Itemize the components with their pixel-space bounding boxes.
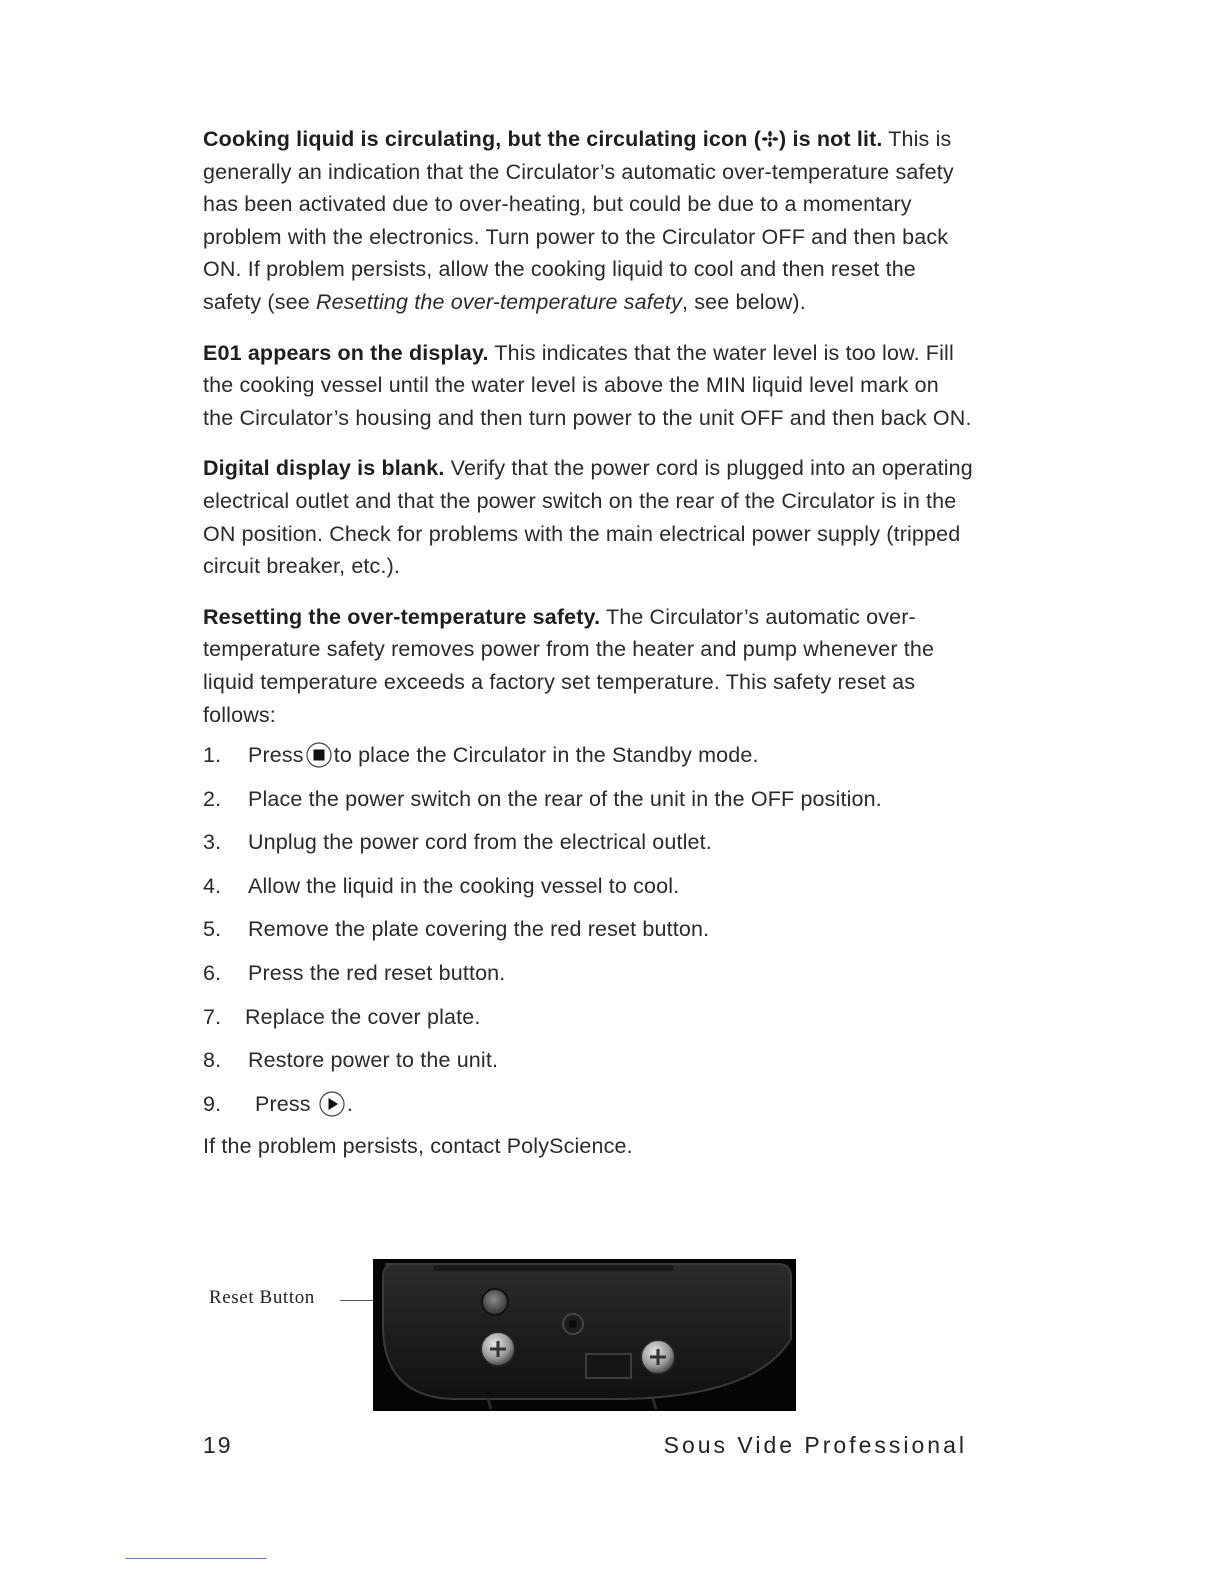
- section-display-blank: [203, 452, 973, 582]
- section-circulating-icon: [203, 123, 973, 319]
- list-item: 4. Allow the liquid in the cooking vessel to cool.: [203, 873, 680, 898]
- section-body: The Circulator’s automatic over-temperature safety removes power from the heater and pump whenever the liquid temperature exceeds a factory set temperature. This safety reset as follows:: [203, 604, 935, 727]
- fan-icon: [761, 130, 779, 148]
- section-body-end: , see below).: [682, 289, 806, 314]
- stop-icon: [306, 742, 332, 768]
- section-e01: [203, 337, 973, 435]
- manual-page: [203, 123, 973, 1163]
- section-body: Verify that the power cord is plugged into an operating electrical outlet and that the power switch on the rear of the Circulator is in the ON position. Check for problems with the main electrical power supply (tripped circuit breaker, etc.).: [203, 456, 973, 579]
- section-heading: E01 appears on the display.: [203, 340, 489, 365]
- list-item: 3. Unplug the power cord from the electrical outlet.: [203, 830, 712, 855]
- section-body: This indicates that the water level is too low. Fill the cooking vessel until the water level is above the MIN liquid level mark on the Circulator’s housing and then turn power to the unit OFF and then back ON.: [203, 340, 972, 430]
- closing-note: If the problem persists, contact PolyScience.: [203, 1134, 633, 1159]
- footer-title: Sous Vide Professional: [663, 1432, 967, 1458]
- reset-button-photo: [373, 1259, 796, 1411]
- reset-steps-list: [203, 739, 973, 1131]
- list-item: 1. Press to place the Circulator in the Standby mode.: [203, 743, 759, 768]
- list-item: 9. Press .: [203, 1091, 353, 1116]
- list-item: 5. Remove the plate covering the red reset button.: [203, 917, 710, 942]
- list-item: 6. Press the red reset button.: [203, 961, 506, 986]
- list-item: 8. Restore power to the unit.: [203, 1048, 499, 1073]
- figure-label: Reset Button: [209, 1287, 315, 1308]
- section-body: This is generally an indication that the Circulator’s automatic over-temperature safety has been activated due to over-heating, but could be due to a momentary problem with the electronics. Turn power to the Circulator OFF and then back ON. If problem persists, allow the cooking liquid to cool and then reset the safety (see: [203, 127, 954, 314]
- section-reference: Resetting the over-temperature safety: [315, 289, 683, 314]
- list-item: 2. Place the power switch on the rear of the unit in the OFF position.: [203, 786, 882, 811]
- section-reset-safety: [203, 601, 973, 731]
- page-number: 19: [203, 1432, 233, 1458]
- list-item: 7. Replace the cover plate.: [203, 1004, 481, 1029]
- section-heading: Resetting the over-temperature safety.: [203, 604, 601, 629]
- section-heading: Cooking liquid is circulating, but the circulating icon ( ) is not lit.: [203, 127, 883, 151]
- bottom-rule: [125, 1558, 267, 1559]
- play-icon: [319, 1091, 345, 1117]
- section-heading: Digital display is blank.: [203, 456, 445, 481]
